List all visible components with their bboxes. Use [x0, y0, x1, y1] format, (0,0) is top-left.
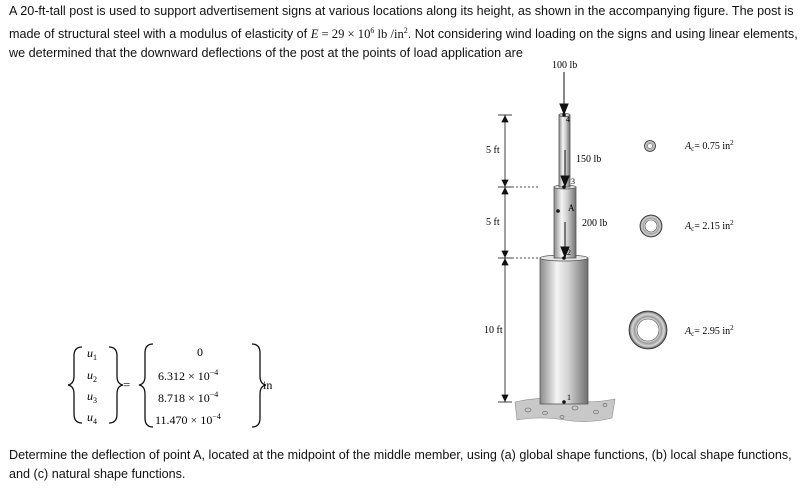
point-a-marker — [556, 209, 560, 213]
lhs-u4: $u_4$ — [87, 410, 97, 426]
dimension-line — [498, 115, 540, 402]
dim-label-lower: 10 ft — [484, 325, 503, 336]
problem-question: Determine the deflection of point A, located at the midpoint of the middle member, using (a) global shape functions, (b) local shape functions, and (c) natural shape functions. — [9, 448, 792, 481]
node-label-3: 3 — [571, 177, 575, 186]
modulus-unit: lb /in — [374, 27, 404, 42]
rhs-left-brace — [139, 344, 153, 427]
modulus-symbol: E — [310, 27, 319, 42]
area-label-large: $A_c= 2.95$ $in^2$ — [685, 324, 734, 338]
load-label-middle: 200 lb — [582, 218, 608, 229]
modulus-value: = 29 × 10 — [318, 27, 371, 42]
lhs-u3: $u_3$ — [87, 389, 97, 405]
rhs-value-3: $8.718 \times 10^{-4}$ — [158, 390, 219, 405]
node-label-1: 1 — [567, 393, 571, 402]
load-label-top: 100 lb — [552, 60, 578, 71]
lhs-u2: $u_2$ — [87, 368, 97, 384]
load-label-upper: 150 lb — [576, 154, 602, 165]
rhs-value-4: $11.470 \times 10^{-4}$ — [155, 412, 221, 427]
intro-text-2: . Not considering wind loading on the signs and using linear elements, we determined that the downward deflections of the post at the points of load application are — [9, 27, 798, 61]
intro-text-1: A 20-ft-tall post is used to support advertisement signs at various locations along its height, as shown in the accompanying figure. The post is made of structural steel with a modulus of elasticity of — [9, 4, 794, 42]
equals-sign: = — [123, 377, 131, 392]
load-arrow-top — [560, 72, 568, 114]
node-label-4: 4 — [566, 115, 570, 124]
displacement-equation — [68, 344, 272, 427]
modulus-unit-exponent: 2 — [403, 26, 408, 35]
post-lower-member — [540, 258, 588, 404]
dim-label-upper: 5 ft — [486, 145, 500, 156]
area-label-small: $A_c= 0.75$ $in^2$ — [685, 139, 734, 153]
equation-unit: in — [263, 378, 273, 392]
lhs-u1: $u_1$ — [87, 346, 97, 362]
node-1-marker — [562, 400, 566, 404]
lhs-right-brace — [109, 347, 123, 423]
rhs-value-2: $6.312 \times 10^{-4}$ — [158, 368, 219, 383]
area-label-medium: $A_c= 2.15$ $in^2$ — [685, 219, 734, 233]
lhs-left-brace — [68, 347, 82, 423]
rhs-value-1: 0 — [197, 345, 203, 359]
point-a-label: A — [568, 203, 575, 213]
dim-label-middle: 5 ft — [486, 217, 500, 228]
modulus-exponent: 6 — [370, 26, 375, 35]
node-label-2: 2 — [567, 248, 571, 257]
